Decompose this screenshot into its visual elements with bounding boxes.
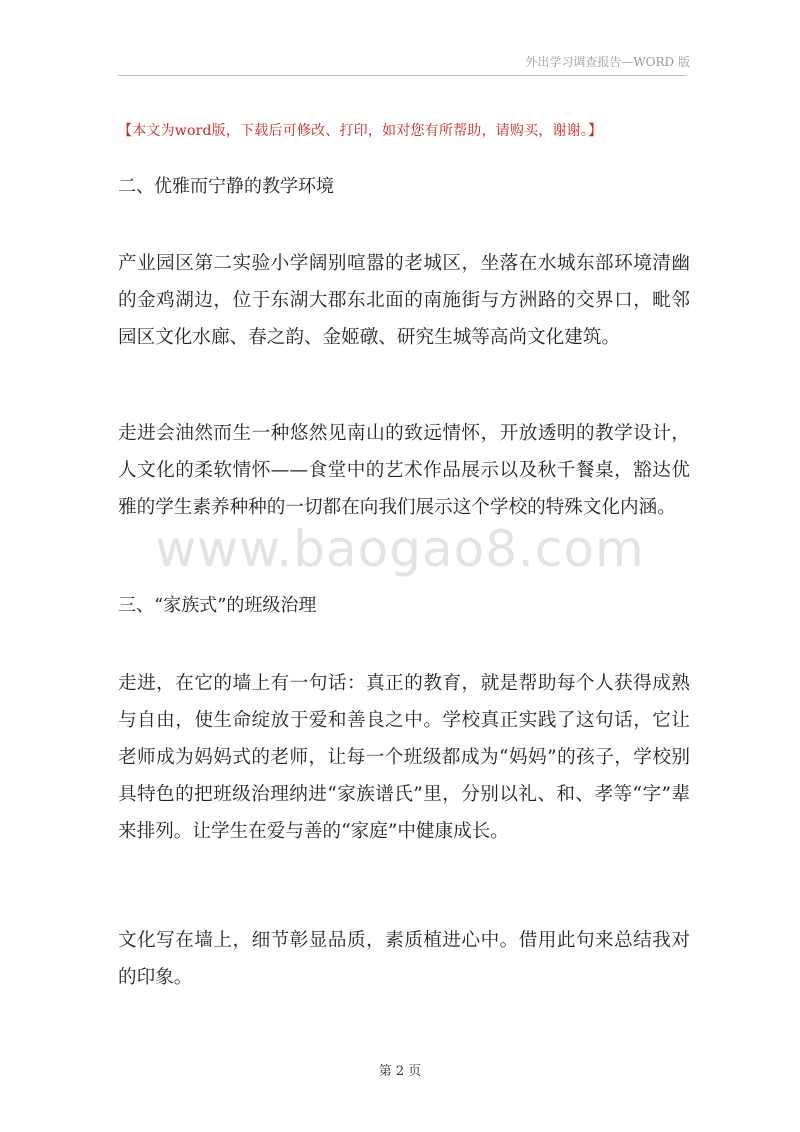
paragraph-school-location: 产业园区第二实验小学阔别喧嚣的老城区，坐落在水城东部环境清幽的金鸡湖边，位于东湖大郡东北面的南施街与方洲路的交界口，毗邻园区文化水廊、春之韵、金姬礅、研究生城等高尚文化建筑。 <box>118 253 690 348</box>
section-heading-environment: 二、优雅而宁静的教学环境 <box>118 176 334 197</box>
paragraph-school-culture: 走进会油然而生一种悠然见南山的致远情怀，开放透明的教学设计，人文化的柔软情怀——食堂中的艺术作品展示以及秋千餐桌，豁达优雅的学生素养种种的一切都在向我们展示这个学校的特殊文化内涵。 <box>118 423 690 518</box>
header-divider <box>118 75 686 76</box>
section-heading-class-management: 三、“家族式”的班级治理 <box>118 595 317 616</box>
paragraph-family-style: 走进，在它的墙上有一句话：真正的教育，就是帮助每个人获得成熟与自由，使生命绽放于爱和善良之中。学校真正实践了这句话，它让老师成为妈妈式的老师，让每一个班级都成为“妈妈”的孩子，学校别具特色的把班级治理纳进“家族谱氏”里，分别以礼、和、孝等“字”辈来排列。让学生在爱与善的“家庭”中健康成长。 <box>118 673 690 842</box>
page-number: 第 2 页 <box>378 1064 422 1079</box>
watermark: www.baogao8.com <box>155 520 645 578</box>
page-header: 外出学习调查报告—WORD 版 <box>525 55 690 69</box>
paragraph-conclusion: 文化写在墙上，细节彰显品质，素质植进心中。借用此句来总结我对的印象。 <box>118 930 690 988</box>
download-notice: 【本文为word版，下载后可修改、打印，如对您有所帮助，请购买，谢谢。】 <box>118 123 603 139</box>
